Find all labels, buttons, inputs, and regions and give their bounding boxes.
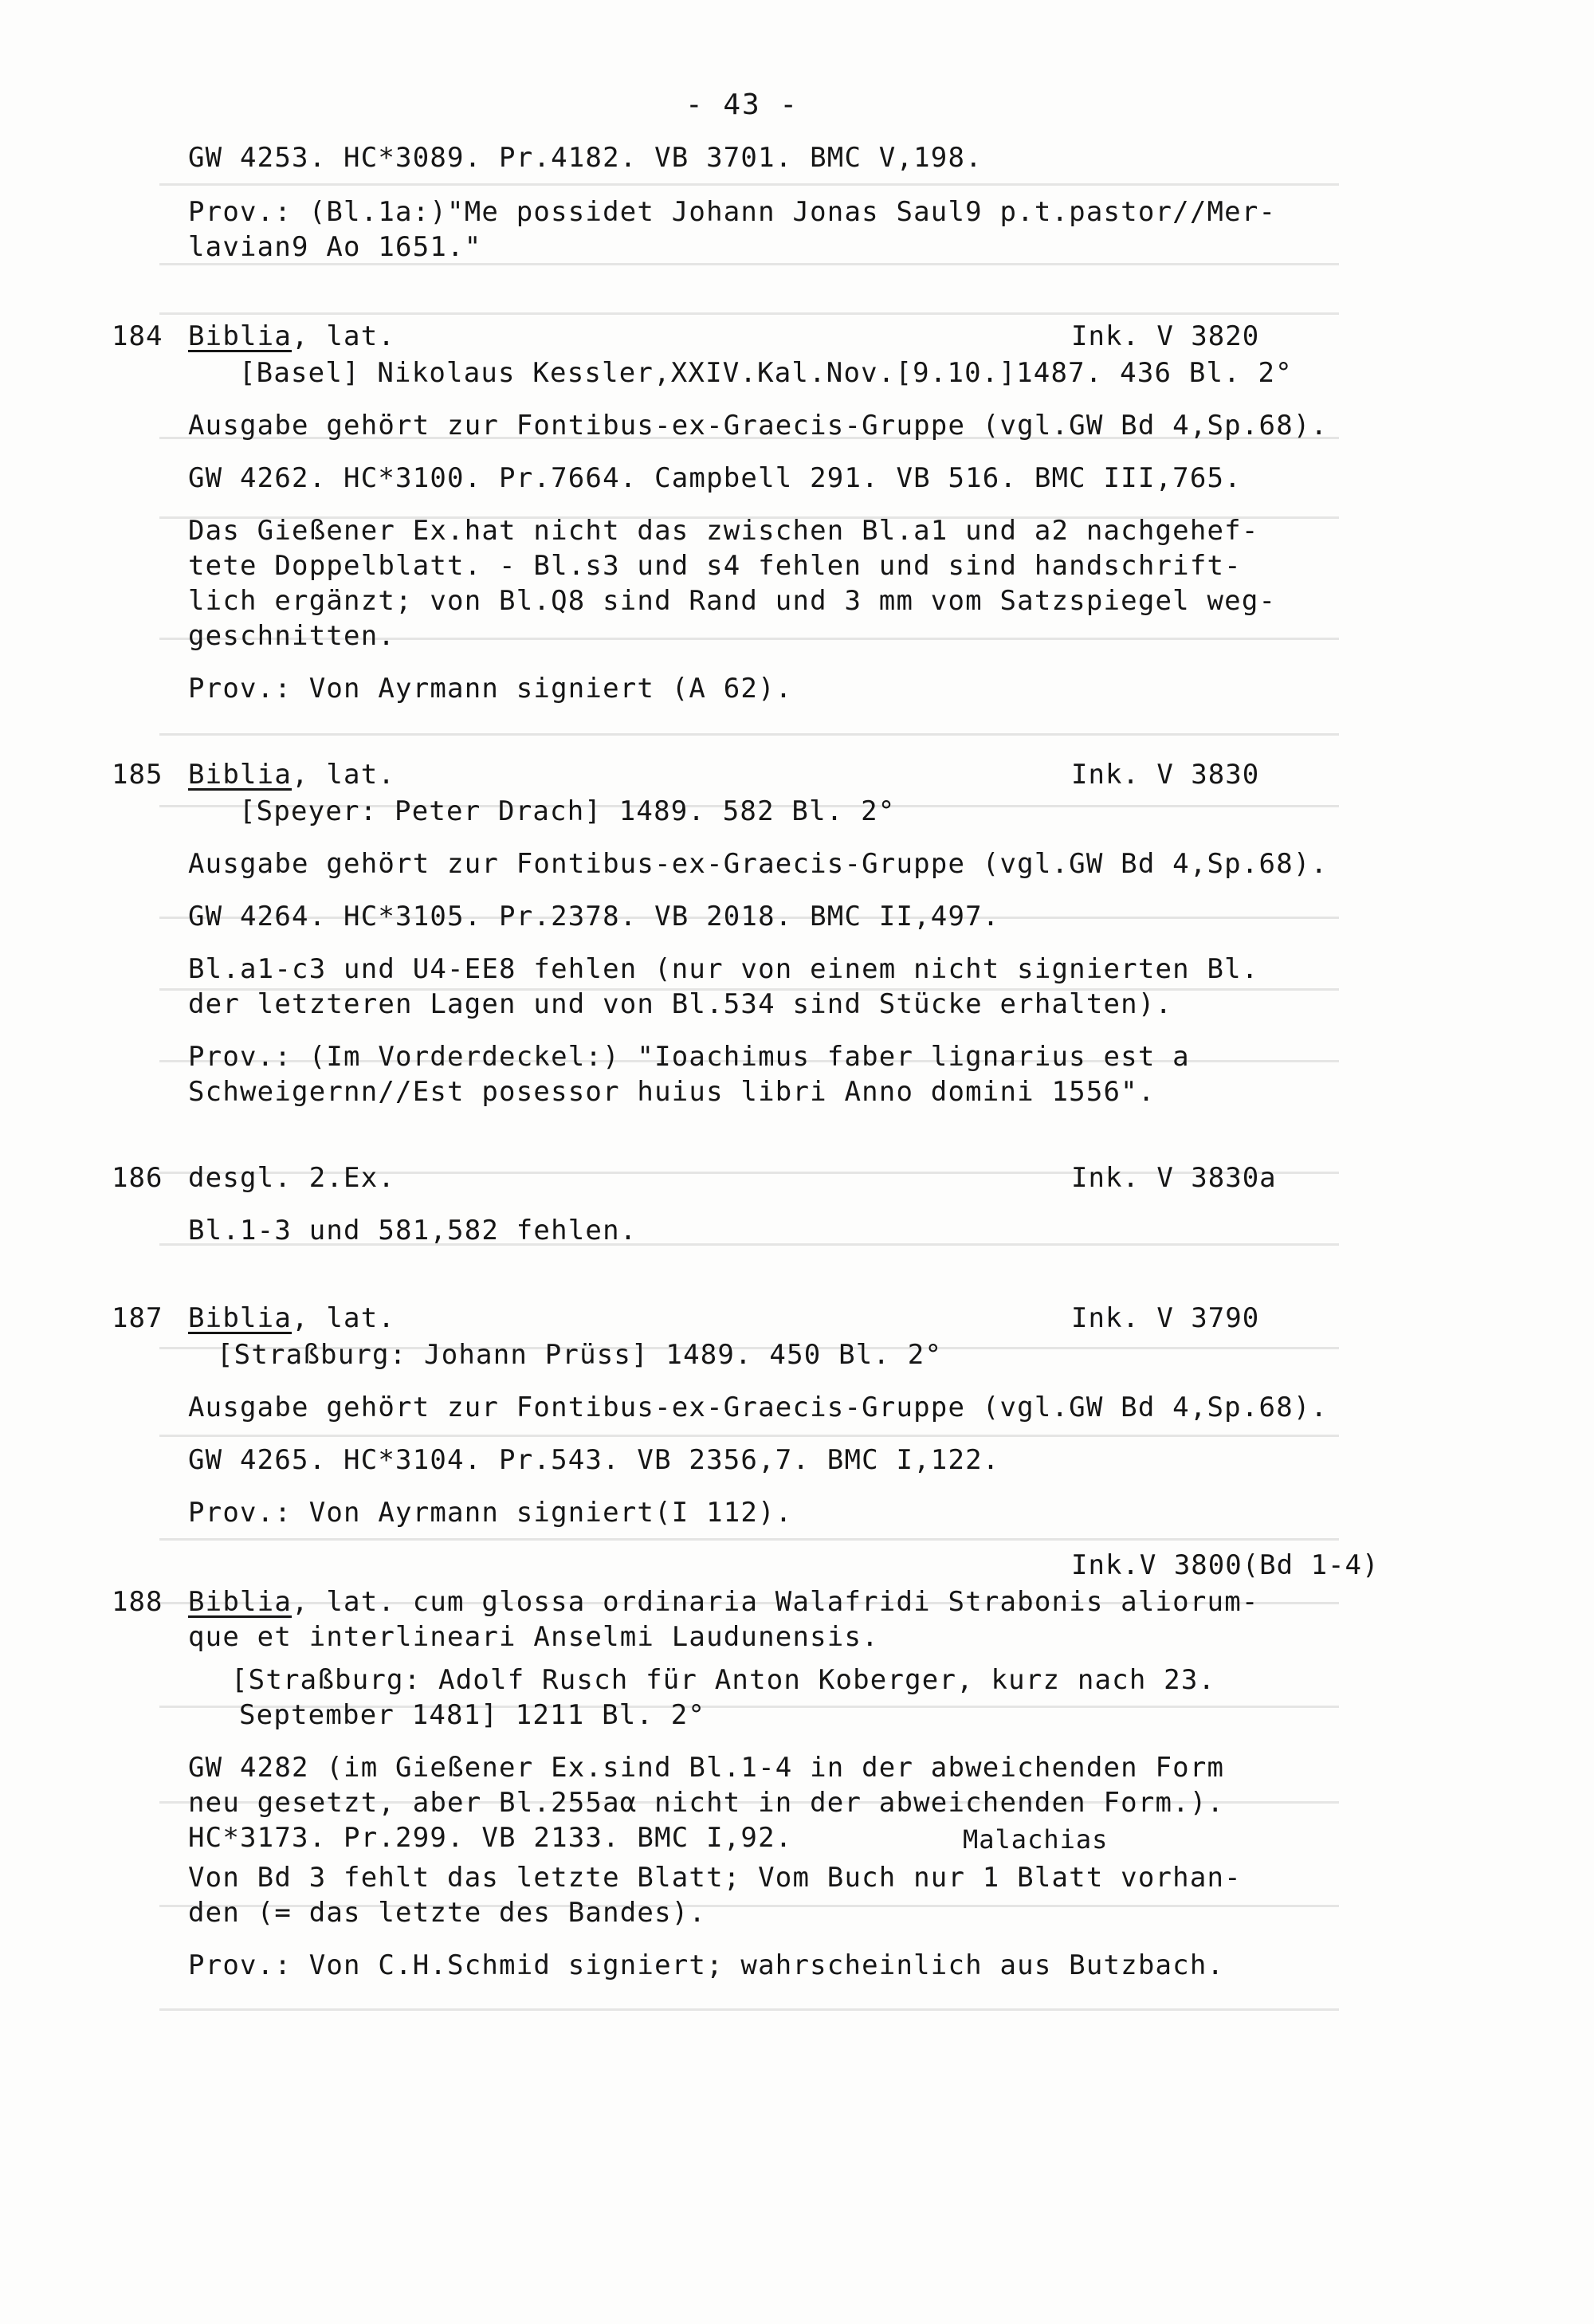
copy-note-line: Bl.1-3 und 581,582 fehlen.	[188, 1215, 638, 1246]
entry-title: desgl. 2.Ex.	[188, 1162, 396, 1194]
references-line: HC*3173. Pr.299. VB 2133. BMC I,92.	[188, 1822, 793, 1854]
copy-note-line: Bl.a1-c3 und U4-EE8 fehlen (nur von einem nicht signierten Bl.	[188, 953, 1259, 985]
entry-number: 187	[112, 1302, 163, 1334]
imprint-line: [Speyer: Peter Drach] 1489. 582 Bl. 2°	[239, 795, 896, 827]
copy-note-line: Das Gießener Ex.hat nicht das zwischen Bl.a1 und a2 nachgehef-	[188, 515, 1259, 547]
copy-note-line: der letzteren Lagen und von Bl.534 sind Stücke erhalten).	[188, 988, 1173, 1020]
entry-title-rest: , lat. cum glossa ordinaria Walafridi Strabonis aliorum-	[292, 1586, 1259, 1618]
copy-note-line: geschnitten.	[188, 620, 396, 652]
entry-title: Biblia	[188, 1302, 292, 1334]
imprint-line: [Basel] Nikolaus Kessler,XXIV.Kal.Nov.[9.10.]1487. 436 Bl. 2°	[239, 357, 1293, 389]
provenance-line: Prov.: Von Ayrmann signiert(I 112).	[188, 1497, 793, 1529]
prev-entry-line-1: GW 4253. HC*3089. Pr.4182. VB 3701. BMC V,198.	[188, 142, 983, 174]
edition-note: Ausgabe gehört zur Fontibus-ex-Graecis-Gruppe (vgl.GW Bd 4,Sp.68).	[188, 848, 1329, 880]
prev-entry-line-3: lavian9 Ao 1651."	[188, 231, 482, 263]
shelf-mark: Ink. V 3820	[1071, 320, 1260, 352]
references-line: GW 4282 (im Gießener Ex.sind Bl.1-4 in der abweichenden Form	[188, 1752, 1225, 1784]
shelf-mark: Ink.V 3800(Bd 1-4)	[1071, 1549, 1380, 1581]
entry-title: Biblia	[188, 759, 292, 791]
references-line: GW 4265. HC*3104. Pr.543. VB 2356,7. BMC I,122.	[188, 1444, 1000, 1476]
prev-entry-line-2: Prov.: (Bl.1a:)"Me possidet Johann Jonas Saul9 p.t.pastor//Mer-	[188, 196, 1277, 228]
entry-title: Biblia	[188, 320, 292, 352]
entry-title: Biblia	[188, 1586, 292, 1618]
page-number: - 43 -	[685, 88, 799, 121]
entry-title-rest: , lat.	[292, 1302, 396, 1334]
imprint-line: [Straßburg: Johann Prüss] 1489. 450 Bl. 2°	[217, 1339, 943, 1371]
entry-number: 186	[112, 1162, 163, 1194]
entry-number: 184	[112, 320, 163, 352]
references-line: neu gesetzt, aber Bl.255aα nicht in der abweichenden Form.).	[188, 1787, 1225, 1819]
provenance-line: Prov.: (Im Vorderdeckel:) "Ioachimus faber lignarius est a	[188, 1041, 1190, 1073]
imprint-line: September 1481] 1211 Bl. 2°	[239, 1699, 706, 1731]
copy-note-line: tete Doppelblatt. - Bl.s3 und s4 fehlen und sind handschrift-	[188, 550, 1242, 582]
references-line: GW 4264. HC*3105. Pr.2378. VB 2018. BMC II,497.	[188, 901, 1000, 932]
edition-note: Ausgabe gehört zur Fontibus-ex-Graecis-Gruppe (vgl.GW Bd 4,Sp.68).	[188, 410, 1329, 442]
references-line: GW 4262. HC*3100. Pr.7664. Campbell 291. VB 516. BMC III,765.	[188, 462, 1242, 494]
shelf-mark: Ink. V 3790	[1071, 1302, 1260, 1334]
entry-number: 185	[112, 759, 163, 791]
provenance-line: Prov.: Von C.H.Schmid signiert; wahrscheinlich aus Butzbach.	[188, 1949, 1225, 1981]
copy-note-line: den (= das letzte des Bandes).	[188, 1897, 707, 1929]
entry-title-continued: que et interlineari Anselmi Laudunensis.	[188, 1621, 879, 1653]
entry-title-line	[188, 1584, 1415, 1619]
shelf-mark: Ink. V 3830a	[1071, 1162, 1277, 1194]
imprint-line: [Straßburg: Adolf Rusch für Anton Koberger, kurz nach 23.	[231, 1664, 1216, 1696]
handwritten-insertion: Malachias	[963, 1824, 1109, 1855]
edition-note: Ausgabe gehört zur Fontibus-ex-Graecis-Gruppe (vgl.GW Bd 4,Sp.68).	[188, 1392, 1329, 1423]
entry-number: 188	[112, 1586, 163, 1618]
provenance-line: Prov.: Von Ayrmann signiert (A 62).	[188, 673, 793, 705]
copy-note-line: lich ergänzt; von Bl.Q8 sind Rand und 3 mm vom Satzspiegel weg-	[188, 585, 1277, 617]
provenance-line: Schweigernn//Est posessor huius libri Anno domini 1556".	[188, 1076, 1156, 1108]
entry-title-rest: , lat.	[292, 320, 396, 352]
entry-title-rest: , lat.	[292, 759, 396, 791]
copy-note-line: Von Bd 3 fehlt das letzte Blatt; Vom Buch nur 1 Blatt vorhan-	[188, 1862, 1242, 1894]
shelf-mark: Ink. V 3830	[1071, 759, 1260, 791]
